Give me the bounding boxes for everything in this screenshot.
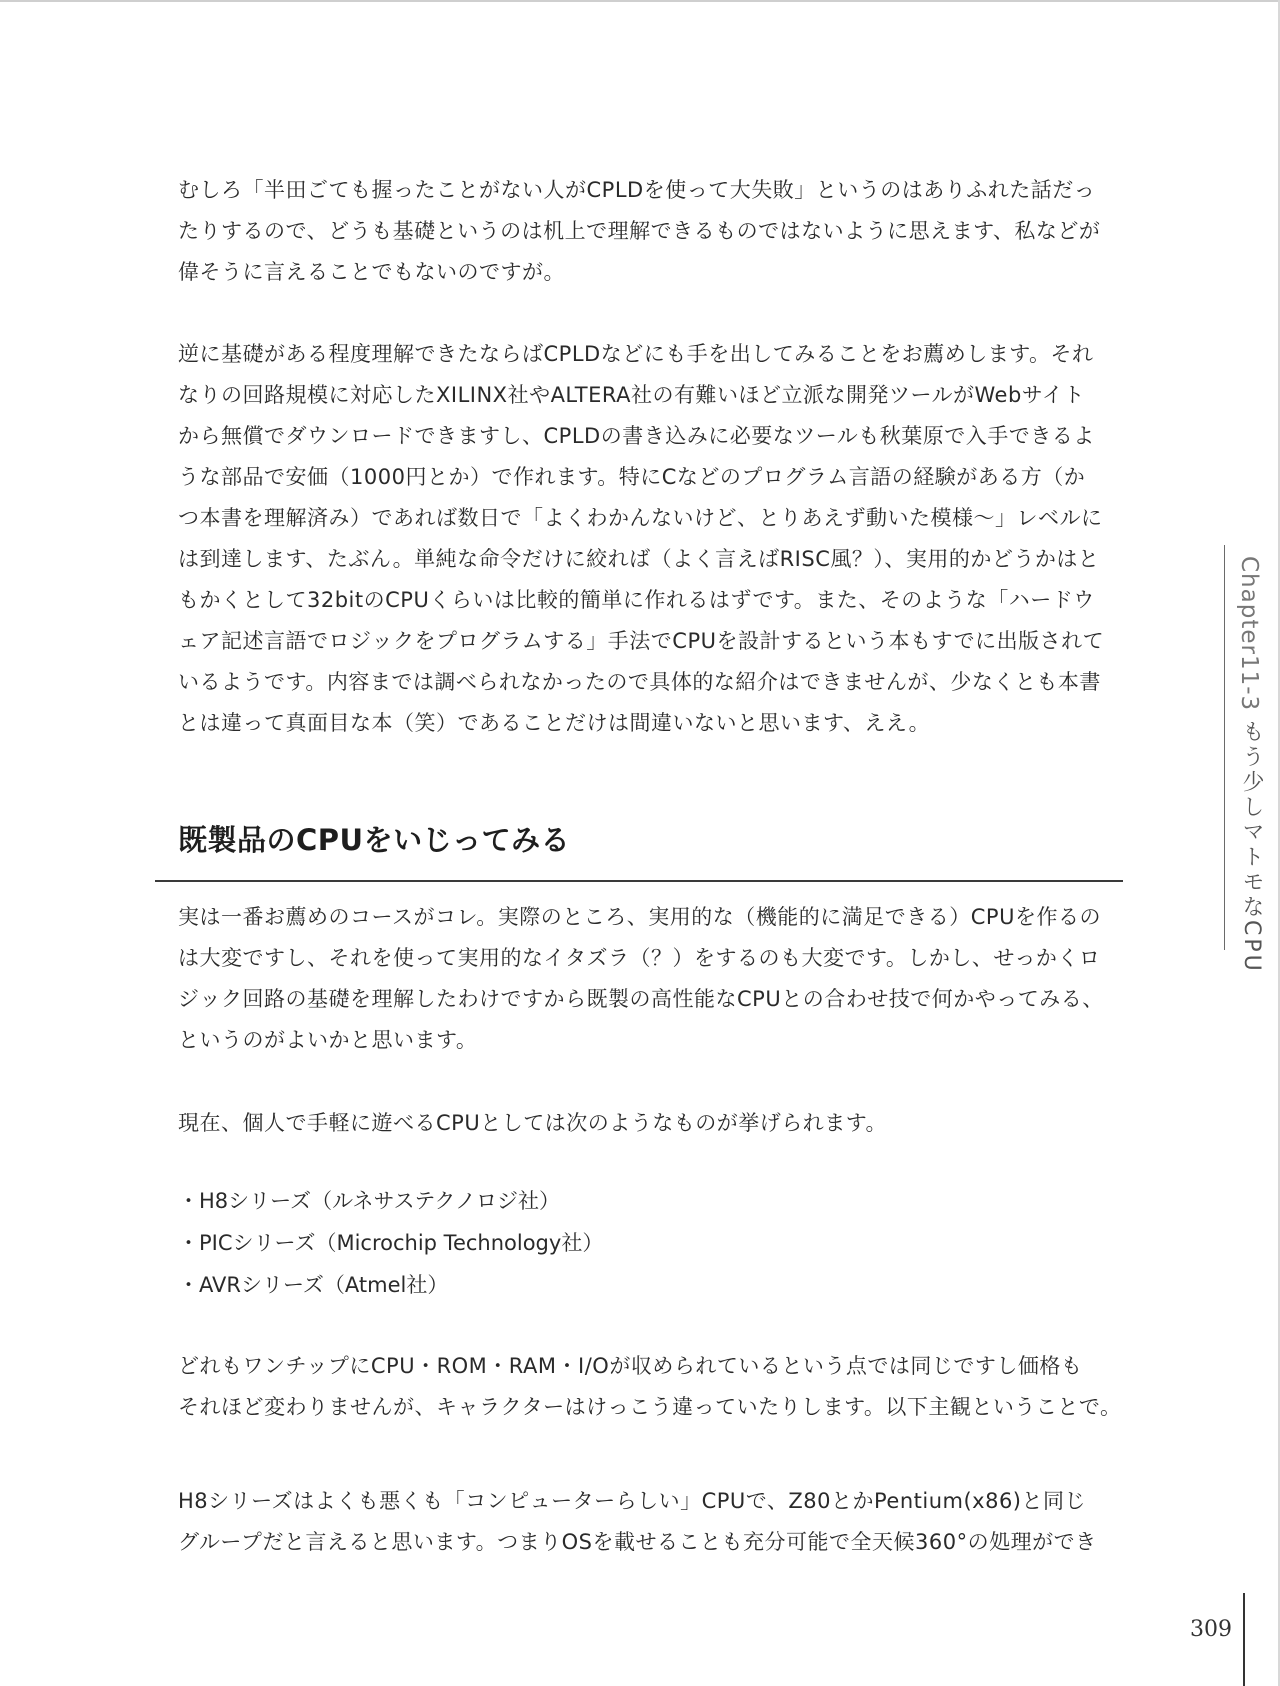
list-item: ・AVRシリーズ（Atmel社） <box>178 1273 449 1297</box>
paragraph-5: どれもワンチップにCPU・ROM・RAM・I/Oが収められているという点では同じですし価格も それほど変わりませんが、キャラクターはけっこう違っていたりします。以下主観ということで。 <box>178 1354 1122 1419</box>
chapter-label: Chapter11-3 <box>1236 556 1262 712</box>
paragraph-1: むしろ「半田ごても握ったことがない人がCPLDを使って大失敗」というのはありふれた話だっ たりするので、どうも基礎というのは机上で理解できるものではないように思えます、私などが 偉そうに言えることでもないのですが。 <box>178 178 1101 284</box>
sidebar-rule <box>1224 705 1225 950</box>
list-item: ・PICシリーズ（Microchip Technology社） <box>178 1231 604 1255</box>
page-number-rule <box>1243 1593 1245 1686</box>
heading-underline <box>155 880 1123 882</box>
sidebar-rule <box>1224 545 1225 705</box>
chapter-title: もう少しマトモなCPU <box>1239 720 1264 974</box>
cpu-list <box>178 1180 603 1306</box>
paragraph-6: H8シリーズはよくも悪くも「コンピューターらしい」CPUで、Z80とかPentium(x86)と同じ グループだと言えると思います。つまりOSを載せることも充分可能で全天候360°の処理ができ <box>178 1489 1097 1554</box>
paragraph-3: 実は一番お薦めのコースがコレ。実際のところ、実用的な（機能的に満足できる）CPUを作るの は大変ですし、それを使って実用的なイタズラ（？）をするのも大変です。しかし、せっかくロ ジック回路の基礎を理解したわけですから既製の高性能なCPUとの合わせ技で何かやってみる、 というのがよいかと思います。 <box>178 905 1104 1052</box>
paragraph-2: 逆に基礎がある程度理解できたならばCPLDなどにも手を出してみることをお薦めします。それ なりの回路規模に対応したXILINX社やALTERA社の有難いほど立派な開発ツールがWebサイト から無償でダウンロードできますし、CPLDの書き込みに必要なツールも秋葉原で入手できるよ うな部品で安価（1000円とか）で作れます。特にCなどのプログラム言語の経験がある方（か つ本書を理解済み）であれば数日で「よくわかんないけど、とりあえず動いた模様〜」レベルに は到達します、たぶん。単純な命令だけに絞れば（よく言えばRISC風？）、実用的かどうかはと もかくとして32bitのCPUくらいは比較的簡単に作れるはずです。また、そのような「ハードウ ェア記述言語でロジックをプログラムする」手法でCPUを設計するという本もすでに出版されて いるようです。内容までは調べられなかったので具体的な紹介はできませんが、少なくとも本書 とは違って真面目な本（笑）であることだけは間違いないと思います、ええ。 <box>178 342 1105 735</box>
page-number: 309 <box>1190 1617 1232 1642</box>
page-top-edge <box>0 0 1280 2</box>
paragraph-4: 現在、個人で手軽に遊べるCPUとしては次のようなものが挙げられます。 <box>178 1111 888 1135</box>
section-heading: 既製品のCPUをいじってみる <box>178 823 571 857</box>
list-item: ・H8シリーズ（ルネサステクノロジ社） <box>178 1189 560 1213</box>
